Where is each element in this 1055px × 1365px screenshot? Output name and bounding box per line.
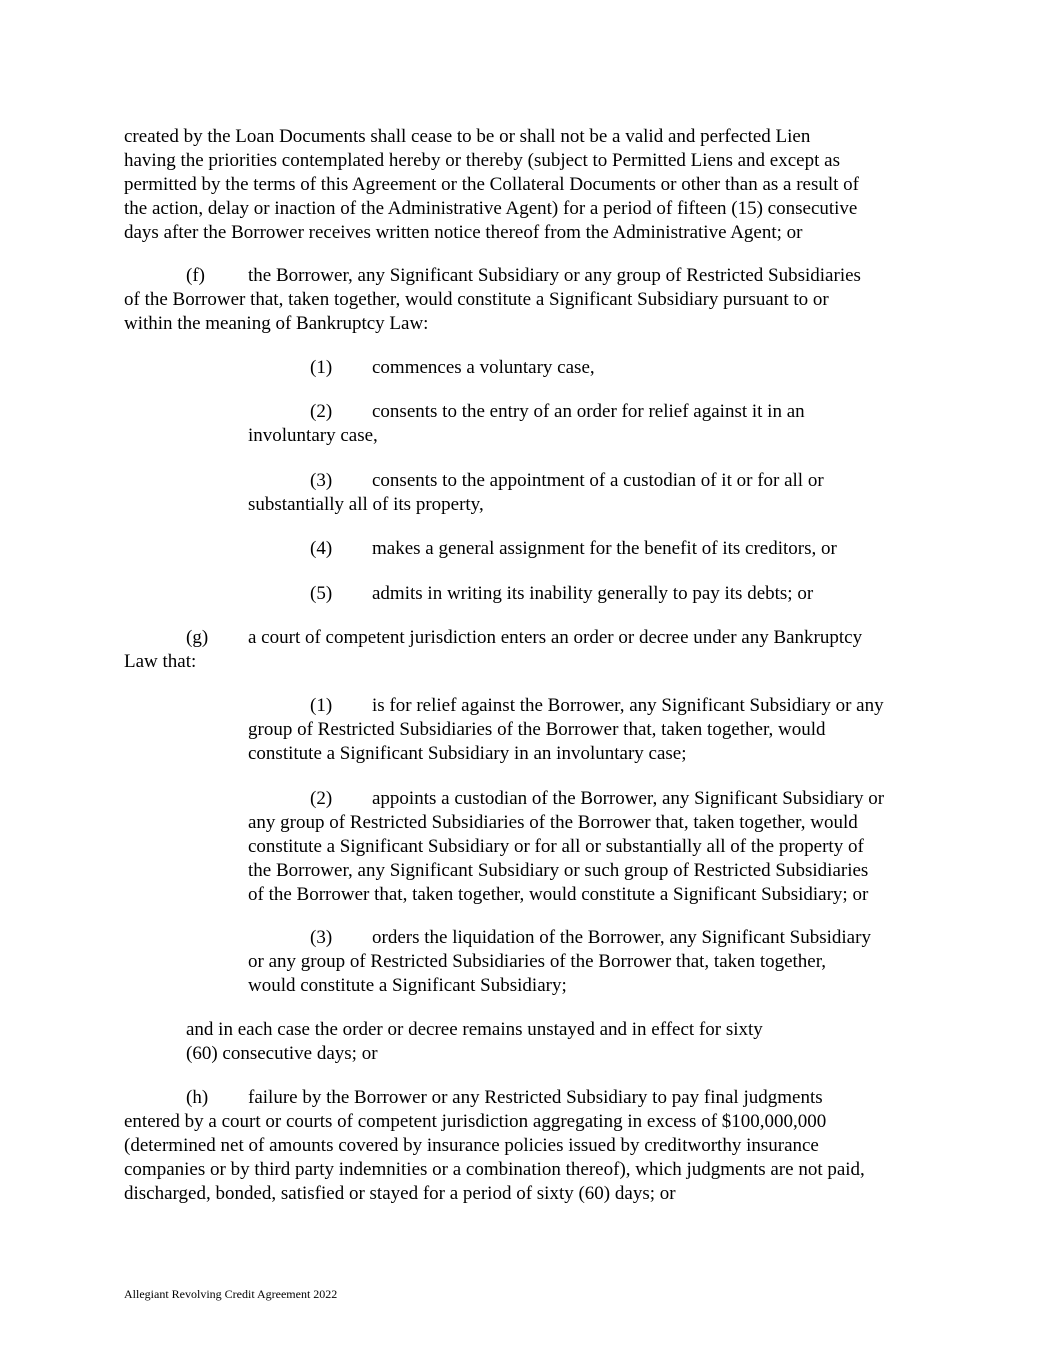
paragraph-line: or any group of Restricted Subsidiaries of the Borrower that, taken together, xyxy=(248,951,827,972)
paragraph-line: of the Borrower that, taken together, would constitute a Significant Subsidiary; or xyxy=(248,884,869,905)
paragraph-label: (f) xyxy=(186,265,205,286)
paragraph-line: appoints a custodian of the Borrower, any Significant Subsidiary or xyxy=(372,788,885,809)
paragraph-line: constitute a Significant Subsidiary in an involuntary case; xyxy=(248,743,687,764)
paragraph-label: (4) xyxy=(310,538,333,559)
paragraph-label: (h) xyxy=(186,1087,209,1108)
paragraph-line: permitted by the terms of this Agreement or the Collateral Documents or other than as a result of xyxy=(124,174,859,195)
paragraph-line: Law that: xyxy=(124,651,197,672)
paragraph-line: days after the Borrower receives written notice thereof from the Administrative Agent; or xyxy=(124,222,803,243)
paragraph-line: (60) consecutive days; or xyxy=(186,1043,378,1064)
paragraph-line: orders the liquidation of the Borrower, any Significant Subsidiary xyxy=(372,927,871,948)
paragraph-line: created by the Loan Documents shall cease to be or shall not be a valid and perfected Lien xyxy=(124,126,811,147)
paragraph-line: the action, delay or inaction of the Administrative Agent) for a period of fifteen (15) consecutive xyxy=(124,198,858,219)
paragraph-line: of the Borrower that, taken together, would constitute a Significant Subsidiary pursuant to or xyxy=(124,289,829,310)
paragraph-line: discharged, bonded, satisfied or stayed for a period of sixty (60) days; or xyxy=(124,1183,676,1204)
paragraph-label: (2) xyxy=(310,401,333,422)
paragraph-line: constitute a Significant Subsidiary or for all or substantially all of the property of xyxy=(248,836,864,857)
paragraph-line: any group of Restricted Subsidiaries of the Borrower that, taken together, would xyxy=(248,812,858,833)
paragraph-line: and in each case the order or decree remains unstayed and in effect for sixty xyxy=(186,1019,763,1040)
paragraph-line: (determined net of amounts covered by insurance policies issued by creditworthy insurance xyxy=(124,1135,819,1156)
paragraph-label: (g) xyxy=(186,627,209,648)
paragraph-line: group of Restricted Subsidiaries of the Borrower that, taken together, would xyxy=(248,719,826,740)
paragraph-line: would constitute a Significant Subsidiary; xyxy=(248,975,567,996)
paragraph-label: (3) xyxy=(310,927,333,948)
paragraph-label: (3) xyxy=(310,470,333,491)
paragraph-line: substantially all of its property, xyxy=(248,494,484,515)
paragraph-line: failure by the Borrower or any Restricted Subsidiary to pay final judgments xyxy=(248,1087,823,1108)
paragraph-line: commences a voluntary case, xyxy=(372,357,595,378)
paragraph-line: having the priorities contemplated hereby or thereby (subject to Permitted Liens and except as xyxy=(124,150,840,171)
paragraph-line: is for relief against the Borrower, any Significant Subsidiary or any xyxy=(372,695,884,716)
paragraph-line: admits in writing its inability generally to pay its debts; or xyxy=(372,583,814,604)
paragraph-line: involuntary case, xyxy=(248,425,378,446)
page-footer: Allegiant Revolving Credit Agreement 2022 xyxy=(124,1287,338,1301)
paragraph-line: consents to the appointment of a custodian of it or for all or xyxy=(372,470,824,491)
paragraph-line: a court of competent jurisdiction enters an order or decree under any Bankruptcy xyxy=(248,627,863,648)
paragraph-line: companies or by third party indemnities or a combination thereof), which judgments are not paid, xyxy=(124,1159,865,1180)
paragraph-line: the Borrower, any Significant Subsidiary or any group of Restricted Subsidiaries xyxy=(248,265,861,286)
paragraph-label: (2) xyxy=(310,788,333,809)
paragraph-label: (1) xyxy=(310,357,333,378)
paragraph-line: entered by a court or courts of competent jurisdiction aggregating in excess of $100,000,000 xyxy=(124,1111,827,1132)
paragraph-line: the Borrower, any Significant Subsidiary or such group of Restricted Subsidiaries xyxy=(248,860,869,881)
paragraph-line: makes a general assignment for the benefit of its creditors, or xyxy=(372,538,837,559)
paragraph-line: consents to the entry of an order for relief against it in an xyxy=(372,401,805,422)
paragraph-line: within the meaning of Bankruptcy Law: xyxy=(124,313,429,334)
paragraph-label: (1) xyxy=(310,695,333,716)
paragraph-label: (5) xyxy=(310,583,333,604)
